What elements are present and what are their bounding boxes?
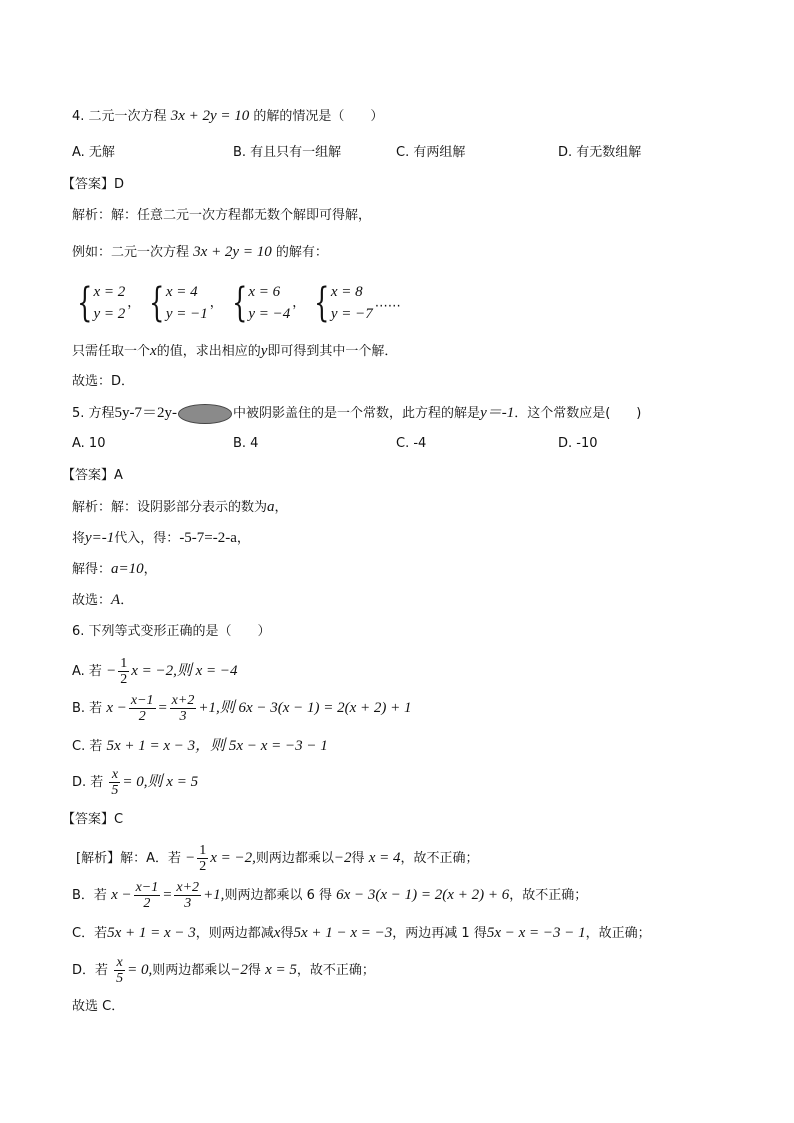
q6-choose: 故选 C． xyxy=(72,999,125,1014)
q6-answer: 【答案】C xyxy=(62,812,124,827)
q5-answer: 【答案】A xyxy=(62,468,123,483)
shaded-blob xyxy=(178,404,232,424)
q6-option-b: B. 若 x − $\frac{x-1}{2}$ = $\frac{x+2}{3}$ +1,则 6x − 3(x − 1) = 2(x + 2) + 1 xyxy=(72,693,412,724)
q6-stem: 6. 下列等式变形正确的是（ ） xyxy=(72,624,271,639)
q6-solution-b: B．若 x − $\frac{x-1}{2}$ = $\frac{x+2}{3}$ +1,则两边都乘以 6 得 6x − 3(x − 1) = 2(x + 2) + 6，故不正确； xyxy=(72,880,588,911)
q4-option-a: A. 无解 xyxy=(72,145,115,160)
system-3: { x = 6 y = −4 xyxy=(231,280,291,326)
system-2: { x = 4 y = −1 xyxy=(149,280,208,326)
q4-solution-systems: { x = 2 y = 2 ， { x = 4 y = −1 ， { x = 6 y = −4 ， { x = 8 y = −7 …… xyxy=(72,281,401,325)
q4-option-d: D. 有无数组解 xyxy=(558,145,642,160)
q6-solution-d: D．若 $\frac{x}{5}$ = 0,则两边都乘以−2得 x = 5，故不正确； xyxy=(72,955,375,986)
q6-option-c: C. 若 5x + 1 = x − 3，则 5x − x = −3 − 1 xyxy=(72,738,328,754)
q4-option-b: B. 有且只有一组解 xyxy=(233,145,342,160)
q4-choose: 故选：D． xyxy=(72,374,135,389)
q4-answer: 【答案】D xyxy=(62,177,125,192)
q5-option-a: A. 10 xyxy=(72,436,106,451)
q6-option-a: A. 若 − $\frac{1}{2}$ x = −2,则 x = −4 xyxy=(72,656,238,687)
system-4: { x = 8 y = −7 xyxy=(314,280,373,326)
q5-choose: 故选：A． xyxy=(72,592,134,608)
q4-example: 例如：二元一次方程 3x + 2y = 10 的解有： xyxy=(72,244,328,260)
q4-analysis: 解析：解：任意二元一次方程都无数个解即可得解， xyxy=(72,208,372,223)
q5-option-d: D. -10 xyxy=(558,436,598,451)
q5-analysis-3: 解得：a=10， xyxy=(72,561,157,577)
q6-option-d: D. 若 $\frac{x}{5}$ = 0,则 x = 5 xyxy=(72,767,199,798)
q5-option-b: B. 4 xyxy=(233,436,259,451)
q5-option-c: C. -4 xyxy=(396,436,427,451)
q6-solution-a: [解析】解：A．若 − $\frac{1}{2}$ x = −2,则两边都乘以−2得 x = 4，故不正确； xyxy=(76,843,479,874)
system-1: { x = 2 y = 2 xyxy=(77,280,126,326)
q5-analysis-1: 解析：解：设阴影部分表示的数为a， xyxy=(72,499,288,515)
q6-solution-c: C．若5x + 1 = x − 3，则两边都减x得5x + 1 − x = −3，两边再减 1 得5x − x = −3 − 1，故正确； xyxy=(72,925,651,941)
q4-option-c: C. 有两组解 xyxy=(396,145,466,160)
q4-stem: 4. 二元一次方程 3x + 2y = 10 的解的情况是（ ） xyxy=(72,108,384,124)
q4-note: 只需任取一个x的值，求出相应的y即可得到其中一个解． xyxy=(72,343,398,359)
q5-analysis-2: 将y=-1代入，得：-5-7=-2-a， xyxy=(72,530,250,546)
q5-stem: 5. 方程5y-7＝2y- 中被阴影盖住的是一个常数，此方程的解是y＝-1．这个常数应是( ) xyxy=(72,403,641,424)
